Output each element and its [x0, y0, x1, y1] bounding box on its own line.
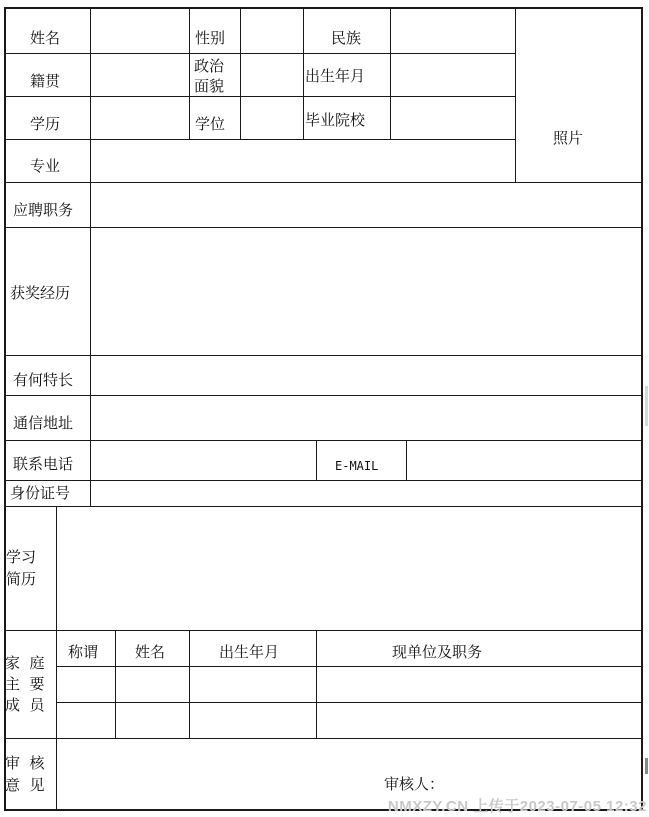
label-phone: 联系电话	[13, 455, 74, 473]
family-header-relation: 称谓	[68, 643, 99, 661]
family-header-birth-date: 出生年月	[219, 643, 280, 661]
row-line	[4, 395, 643, 396]
label-degree: 学位	[195, 115, 226, 133]
row-line	[4, 96, 515, 97]
row-line	[4, 182, 643, 183]
label-reviewer: 审核人：	[384, 775, 445, 793]
label-political-status-line1: 政治	[194, 57, 225, 75]
col-line	[90, 7, 91, 182]
col-line	[189, 7, 190, 139]
label-specialties: 有何特长	[13, 371, 74, 389]
scroll-marker	[645, 758, 648, 774]
family-header-name: 姓名	[135, 643, 166, 661]
col-line	[316, 630, 317, 738]
label-major: 专业	[30, 157, 61, 175]
label-family-line1: 家 庭	[5, 654, 45, 672]
col-line	[189, 630, 190, 738]
label-id-number: 身份证号	[10, 484, 71, 502]
label-photo: 照片	[553, 129, 584, 147]
col-line	[303, 7, 304, 139]
row-line	[4, 53, 515, 54]
label-email: E-MAIL	[335, 459, 379, 473]
label-political-status-line2: 面貌	[194, 77, 225, 95]
row-line	[4, 480, 643, 481]
col-line	[90, 182, 91, 506]
label-education: 学历	[30, 115, 61, 133]
watermark: NMXZY.CN 上传于2023-07-05 12:32	[387, 798, 647, 815]
label-native-place: 籍贯	[30, 72, 61, 90]
col-line	[115, 630, 116, 738]
col-line	[406, 440, 407, 480]
row-line	[56, 702, 643, 703]
col-line	[316, 440, 317, 480]
scroll-marker	[645, 386, 648, 426]
col-line	[56, 506, 57, 811]
label-address: 通信地址	[13, 414, 74, 432]
label-position-applied: 应聘职务	[13, 201, 74, 219]
row-line	[4, 506, 643, 507]
row-line	[56, 666, 643, 667]
label-review-line1: 审 核	[5, 754, 45, 772]
label-ethnicity: 民族	[331, 29, 362, 47]
row-line	[4, 738, 643, 739]
row-line	[4, 440, 643, 441]
col-line	[390, 7, 391, 139]
label-family-line3: 成 员	[5, 696, 45, 714]
label-review-line2: 意 见	[5, 776, 45, 794]
col-line	[515, 7, 516, 182]
label-study-history-line1: 学习	[6, 548, 37, 566]
label-study-history-line2: 简历	[6, 570, 37, 588]
border-right	[641, 7, 643, 811]
row-line	[4, 227, 643, 228]
label-graduated-school: 毕业院校	[305, 111, 366, 129]
label-family-line2: 主 要	[5, 675, 45, 693]
label-birth-date: 出生年月	[305, 67, 366, 85]
label-awards: 获奖经历	[10, 284, 71, 302]
label-name: 姓名	[30, 29, 61, 47]
row-line	[4, 139, 515, 140]
row-line	[4, 630, 643, 631]
border-top	[4, 7, 643, 9]
registration-form	[4, 7, 643, 811]
col-line	[240, 7, 241, 139]
label-gender: 性别	[195, 29, 226, 47]
family-header-employer-position: 现单位及职务	[392, 643, 483, 661]
row-line	[4, 355, 643, 356]
